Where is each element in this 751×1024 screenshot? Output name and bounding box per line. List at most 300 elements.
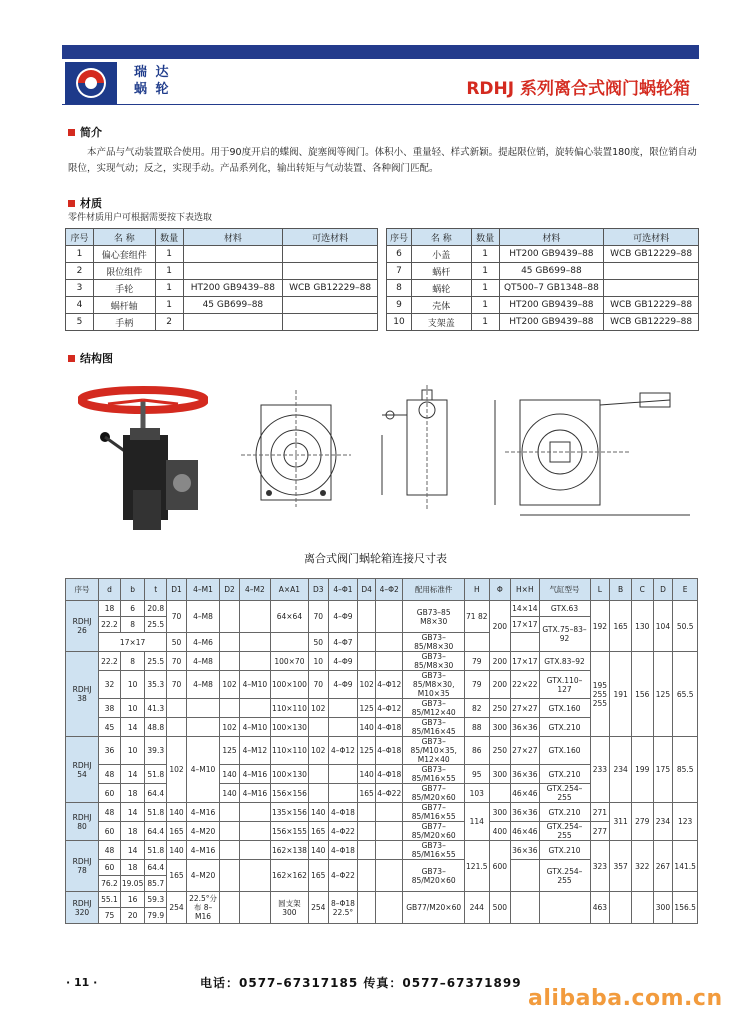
cell: 14 [120, 718, 144, 737]
cell: 156×155 [270, 822, 308, 841]
cell [220, 892, 240, 924]
cell: 17×17 [511, 617, 539, 633]
side-view-drawing [236, 385, 354, 510]
cell: 500 [489, 892, 511, 924]
cell: 267 [653, 841, 673, 892]
cell: 55.1 [99, 892, 121, 908]
cell: 4–Φ22 [376, 784, 403, 803]
cell: 4–Φ9 [328, 601, 357, 633]
material-right-body [387, 246, 699, 331]
table-row [66, 246, 378, 263]
table-row [66, 652, 698, 671]
cell: 102 [220, 718, 240, 737]
cell: 25.5 [145, 652, 167, 671]
cell [220, 699, 240, 718]
cell: 偏心套组件 [93, 246, 155, 263]
cell: 46×46 [511, 822, 539, 841]
cell: 140 [358, 718, 376, 737]
structure-heading [68, 350, 113, 366]
material-note: 零件材质用户可根据需要按下表选取 [68, 213, 213, 223]
cell: 4–M12 [239, 737, 270, 765]
cell [186, 718, 219, 737]
cell: 4–M16 [186, 803, 219, 822]
square-bullet-icon [68, 355, 75, 362]
cell: 4–M16 [239, 784, 270, 803]
material-table-right [386, 228, 699, 331]
cell: GTX.254–255 [539, 784, 590, 803]
table-row [387, 246, 699, 263]
cell: GTX.210 [539, 765, 590, 784]
cell: 36×36 [511, 803, 539, 822]
cell [220, 860, 240, 892]
col-material: 材料 [499, 229, 604, 246]
header-cell: D2 [220, 579, 240, 601]
cell: 限位组件 [93, 263, 155, 280]
cell: 85.7 [145, 876, 167, 892]
cell [358, 860, 376, 892]
cell: 10 [308, 652, 328, 671]
cell: 60 [99, 860, 121, 876]
cell: 4–Φ22 [328, 822, 357, 841]
cell: 200 [489, 652, 511, 671]
header-cell: 4–M1 [186, 579, 219, 601]
cell [489, 784, 511, 803]
cell: 20 [120, 908, 144, 924]
cell: 322 [631, 841, 653, 892]
cell [358, 633, 376, 652]
cell [308, 718, 328, 737]
header-cell: b [120, 579, 144, 601]
header-cell: D [653, 579, 673, 601]
cell: 14 [120, 803, 144, 822]
cell: 102 [167, 737, 187, 803]
cell: 250 [489, 699, 511, 718]
cell: 300 [489, 718, 511, 737]
cell [220, 822, 240, 841]
company-logo [65, 62, 117, 104]
cell: 175 [653, 737, 673, 803]
cell [239, 822, 270, 841]
cell: 79 [465, 671, 489, 699]
cell: 140 [167, 841, 187, 860]
table-row [66, 314, 378, 331]
cell: 4–Φ12 [376, 699, 403, 718]
brand-line-2: 蜗 轮 [134, 82, 171, 97]
cell: 233 [590, 737, 610, 803]
header-cell: 配用标准件 [403, 579, 465, 601]
table-row [66, 737, 698, 765]
cell: 100×130 [270, 718, 308, 737]
watermark-text: alibaba.com.cn [528, 986, 723, 1011]
cell: 4–Φ9 [328, 652, 357, 671]
table-row [387, 297, 699, 314]
cell: 4–Φ18 [376, 765, 403, 784]
cell: GB73–85/M16×55 [403, 841, 465, 860]
cell: 39.3 [145, 737, 167, 765]
header-cell: E [673, 579, 698, 601]
cell: 1 [155, 297, 183, 314]
cell: 4–Φ18 [376, 737, 403, 765]
cell: 254 [167, 892, 187, 924]
cell: 17×17 [99, 633, 167, 652]
model-cell: RDHJ 54 [66, 737, 99, 803]
cell: 8 [387, 280, 412, 297]
cell: 4 [66, 297, 94, 314]
col-no: 序号 [66, 229, 94, 246]
cell [239, 652, 270, 671]
cell [220, 841, 240, 860]
cell: 4–Φ18 [328, 841, 357, 860]
cell: 45 GB699–88 [499, 263, 604, 280]
cell: 手轮 [93, 280, 155, 297]
cell: 14 [120, 765, 144, 784]
cell: 4–M20 [186, 822, 219, 841]
header-cell: t [145, 579, 167, 601]
cell: 4–Φ12 [328, 737, 357, 765]
cell [358, 652, 376, 671]
table-row [66, 841, 698, 860]
cell: 140 [167, 803, 187, 822]
cell: 140 [220, 784, 240, 803]
cell [604, 280, 699, 297]
header-cell: L [590, 579, 610, 601]
table-row [66, 297, 378, 314]
cell: 250 [489, 737, 511, 765]
cell: 125 [220, 737, 240, 765]
table-row [66, 263, 378, 280]
cell: 104 [653, 601, 673, 652]
cell: 4–Φ18 [328, 803, 357, 822]
header-cell: 4–M2 [239, 579, 270, 601]
cell: 38 [99, 699, 121, 718]
page-number: · 11 · [66, 976, 98, 989]
cell: 141.5 [673, 841, 698, 892]
cell: 156×156 [270, 784, 308, 803]
cell: HT200 GB9439–88 [499, 314, 604, 331]
cell: GTX.160 [539, 699, 590, 718]
header-cell: d [99, 579, 121, 601]
cell [539, 892, 590, 924]
cell: 4–M8 [186, 601, 219, 633]
header-cell: 4–Φ2 [376, 579, 403, 601]
cell: 70 [308, 671, 328, 699]
cell [167, 699, 187, 718]
cell [358, 601, 376, 633]
cell [220, 601, 240, 633]
cell [220, 803, 240, 822]
cell: 100×100 [270, 671, 308, 699]
cell [239, 633, 270, 652]
cell: 102 [308, 737, 328, 765]
square-bullet-icon [68, 200, 75, 207]
cell: 1 [471, 246, 499, 263]
cell: 35.3 [145, 671, 167, 699]
cell [270, 633, 308, 652]
cell: 311 [610, 803, 632, 841]
cell: WCB GB12229–88 [604, 246, 699, 263]
cell: 48 [99, 841, 121, 860]
cell: 36×36 [511, 765, 539, 784]
cell: 79 [465, 652, 489, 671]
cell: 14×14 [511, 601, 539, 617]
cell: 48 [99, 765, 121, 784]
dimension-table [65, 578, 698, 924]
cell: 234 [653, 803, 673, 841]
cell: 65.5 [673, 652, 698, 737]
cell: 18 [120, 822, 144, 841]
cell: 4–Φ12 [376, 671, 403, 699]
cell: 4–Φ7 [328, 633, 357, 652]
cell: GTX.63 [539, 601, 590, 617]
cell: 191 [610, 652, 632, 737]
cell: 165 [167, 860, 187, 892]
cell: 41.3 [145, 699, 167, 718]
cell: 2 [155, 314, 183, 331]
cell: 8 [120, 652, 144, 671]
cell: HT200 GB9439–88 [499, 246, 604, 263]
cell [239, 841, 270, 860]
table-row [66, 280, 378, 297]
cell: 95 [465, 765, 489, 784]
cell: 76.2 [99, 876, 121, 892]
cell: 蜗轮 [411, 280, 471, 297]
header-divider [62, 104, 699, 105]
cell [376, 601, 403, 633]
cell: 4–M16 [239, 765, 270, 784]
header-cell: 气缸型号 [539, 579, 590, 601]
cell [328, 718, 357, 737]
cell: 22.2 [99, 617, 121, 633]
header-cell: 4–Φ1 [328, 579, 357, 601]
cell: 64.4 [145, 784, 167, 803]
intro-text: 本产品与气动装置联合使用。用于90度开启的蝶阀、旋塞阀等阀门。体积小、重量轻、样式新颖。提起限位销，旋转偏心装置180度，限位销自动限位，实现气动；反之，实现手动。产品系列化，输出转矩与气动装置、各种阀门匹配。 [68, 147, 697, 174]
material-heading-text: 材质 [80, 197, 102, 210]
cell: 2 [66, 263, 94, 280]
cell: 4–M6 [186, 633, 219, 652]
cell [376, 652, 403, 671]
cell: 支架盖 [411, 314, 471, 331]
cell: 6 [120, 601, 144, 617]
cell: 79.9 [145, 908, 167, 924]
col-name: 名 称 [411, 229, 471, 246]
cell: GTX.160 [539, 737, 590, 765]
cell: 16 [120, 892, 144, 908]
col-qty: 数量 [471, 229, 499, 246]
cell: 10 [120, 699, 144, 718]
cell: 48 [99, 803, 121, 822]
model-cell: RDHJ 320 [66, 892, 99, 924]
cell: 165 [308, 860, 328, 892]
cell: 100×70 [270, 652, 308, 671]
cell [183, 246, 283, 263]
table-row [66, 803, 698, 822]
cell: 3 [66, 280, 94, 297]
cell: GB73–85/M10×35, M12×40 [403, 737, 465, 765]
cell: 70 [167, 671, 187, 699]
model-cell: RDHJ 78 [66, 841, 99, 892]
cell: GB73–85/M12×40 [403, 699, 465, 718]
cell: 300 [653, 892, 673, 924]
cell: 10 [120, 671, 144, 699]
cell: 4–M10 [239, 671, 270, 699]
cell: 85.5 [673, 737, 698, 803]
cell: GB73–85/M8×30, M10×35 [403, 671, 465, 699]
structure-heading-text: 结构图 [80, 352, 113, 365]
cell: 140 [308, 841, 328, 860]
cell [183, 314, 283, 331]
cell: 18 [99, 601, 121, 617]
cell: 82 [465, 699, 489, 718]
header-cell: C [631, 579, 653, 601]
cell: 70 [167, 652, 187, 671]
cell: 4–Φ9 [328, 671, 357, 699]
header-cell: Φ [489, 579, 511, 601]
cell: 156 [631, 652, 653, 737]
cell: 1 [155, 263, 183, 280]
cell: 1 [471, 297, 499, 314]
cell: 125 [358, 699, 376, 718]
cell: 88 [465, 718, 489, 737]
header-cell: B [610, 579, 632, 601]
cell [220, 652, 240, 671]
cell [239, 699, 270, 718]
cell [604, 263, 699, 280]
cell: 18 [120, 860, 144, 876]
table-header-row [387, 229, 699, 246]
cell [239, 860, 270, 892]
cell: 蜗杆轴 [93, 297, 155, 314]
header-bar [62, 45, 699, 59]
table-row [66, 601, 698, 617]
cell: 192 [590, 601, 610, 652]
cell: GB77–85/M16×55 [403, 803, 465, 822]
cell: 1 [155, 246, 183, 263]
cell: 36×36 [511, 718, 539, 737]
cell: 70 [167, 601, 187, 633]
cell [376, 860, 403, 892]
cell [376, 633, 403, 652]
cell [465, 633, 489, 652]
cell [328, 784, 357, 803]
cell: 125 [653, 652, 673, 737]
cell: 50 [167, 633, 187, 652]
cell: GB73–85/M8×30 [403, 652, 465, 671]
col-material: 材料 [183, 229, 283, 246]
table-header-row [66, 579, 698, 601]
cell: GTX.254–255 [539, 822, 590, 841]
material-table-left [65, 228, 378, 331]
table-row [66, 892, 698, 908]
brand-line-1: 瑞 达 [134, 65, 171, 80]
cell: 10 [120, 737, 144, 765]
cell: 70 [308, 601, 328, 633]
cell [239, 892, 270, 924]
header-cell: D1 [167, 579, 187, 601]
table-row [387, 314, 699, 331]
cell: 64.4 [145, 822, 167, 841]
material-heading [68, 195, 102, 211]
cell: 140 [220, 765, 240, 784]
cell [511, 892, 539, 924]
table-row [387, 263, 699, 280]
cell: WCB GB12229–88 [604, 314, 699, 331]
cell [358, 803, 376, 822]
square-bullet-icon [68, 129, 75, 136]
cell [376, 892, 403, 924]
cell: 357 [610, 841, 632, 892]
cell: 51.8 [145, 841, 167, 860]
header-cell: 序号 [66, 579, 99, 601]
cell: GTX.210 [539, 718, 590, 737]
cell: 271 [590, 803, 610, 822]
cell: 36 [99, 737, 121, 765]
cell [376, 822, 403, 841]
cell [328, 699, 357, 718]
cell: 5 [66, 314, 94, 331]
cell [308, 765, 328, 784]
cell: GB73–85/M16×55 [403, 765, 465, 784]
cell: 162×162 [270, 860, 308, 892]
cell: 18 [120, 784, 144, 803]
table-row [66, 822, 698, 841]
cell: 200 [489, 601, 511, 652]
cell: 162×138 [270, 841, 308, 860]
cell [631, 892, 653, 924]
model-cell: RDHJ 26 [66, 601, 99, 652]
cell: 4–Φ22 [328, 860, 357, 892]
cell: 110×110 [270, 737, 308, 765]
cell: WCB GB12229–88 [283, 280, 378, 297]
cell [239, 803, 270, 822]
cell: 102 [220, 671, 240, 699]
cell: WCB GB12229–88 [604, 297, 699, 314]
cell: GB77/M20×60 [403, 892, 465, 924]
cell: GB73–85 M8×30 [403, 601, 465, 633]
cell: 51.8 [145, 803, 167, 822]
cell: 50.5 [673, 601, 698, 652]
cell: 4–M20 [186, 860, 219, 892]
header-cell: D4 [358, 579, 376, 601]
cell: 蜗杆 [411, 263, 471, 280]
cell: 165 [308, 822, 328, 841]
cell: 45 GB699–88 [183, 297, 283, 314]
cell: 27×27 [511, 699, 539, 718]
cell: 125 [358, 737, 376, 765]
cell: GTX.210 [539, 803, 590, 822]
cell: 123 [673, 803, 698, 841]
cell: 114 [465, 803, 489, 841]
cell: 8 [120, 617, 144, 633]
cell: 254 [308, 892, 328, 924]
cell [511, 860, 539, 892]
cell: 圆支架 300 [270, 892, 308, 924]
brand-name [134, 64, 194, 104]
cell: 1 [471, 280, 499, 297]
cell: 140 [308, 803, 328, 822]
cell: 4–Φ18 [376, 718, 403, 737]
cell [358, 822, 376, 841]
cell: 1 [471, 263, 499, 280]
cell: GTX.110–127 [539, 671, 590, 699]
header-cell: H [465, 579, 489, 601]
cell [239, 601, 270, 633]
cell: 14 [120, 841, 144, 860]
cell: 71 82 [465, 601, 489, 633]
cell: 60 [99, 784, 121, 803]
header-cell: A×A1 [270, 579, 308, 601]
cell [167, 718, 187, 737]
cell: 小盖 [411, 246, 471, 263]
